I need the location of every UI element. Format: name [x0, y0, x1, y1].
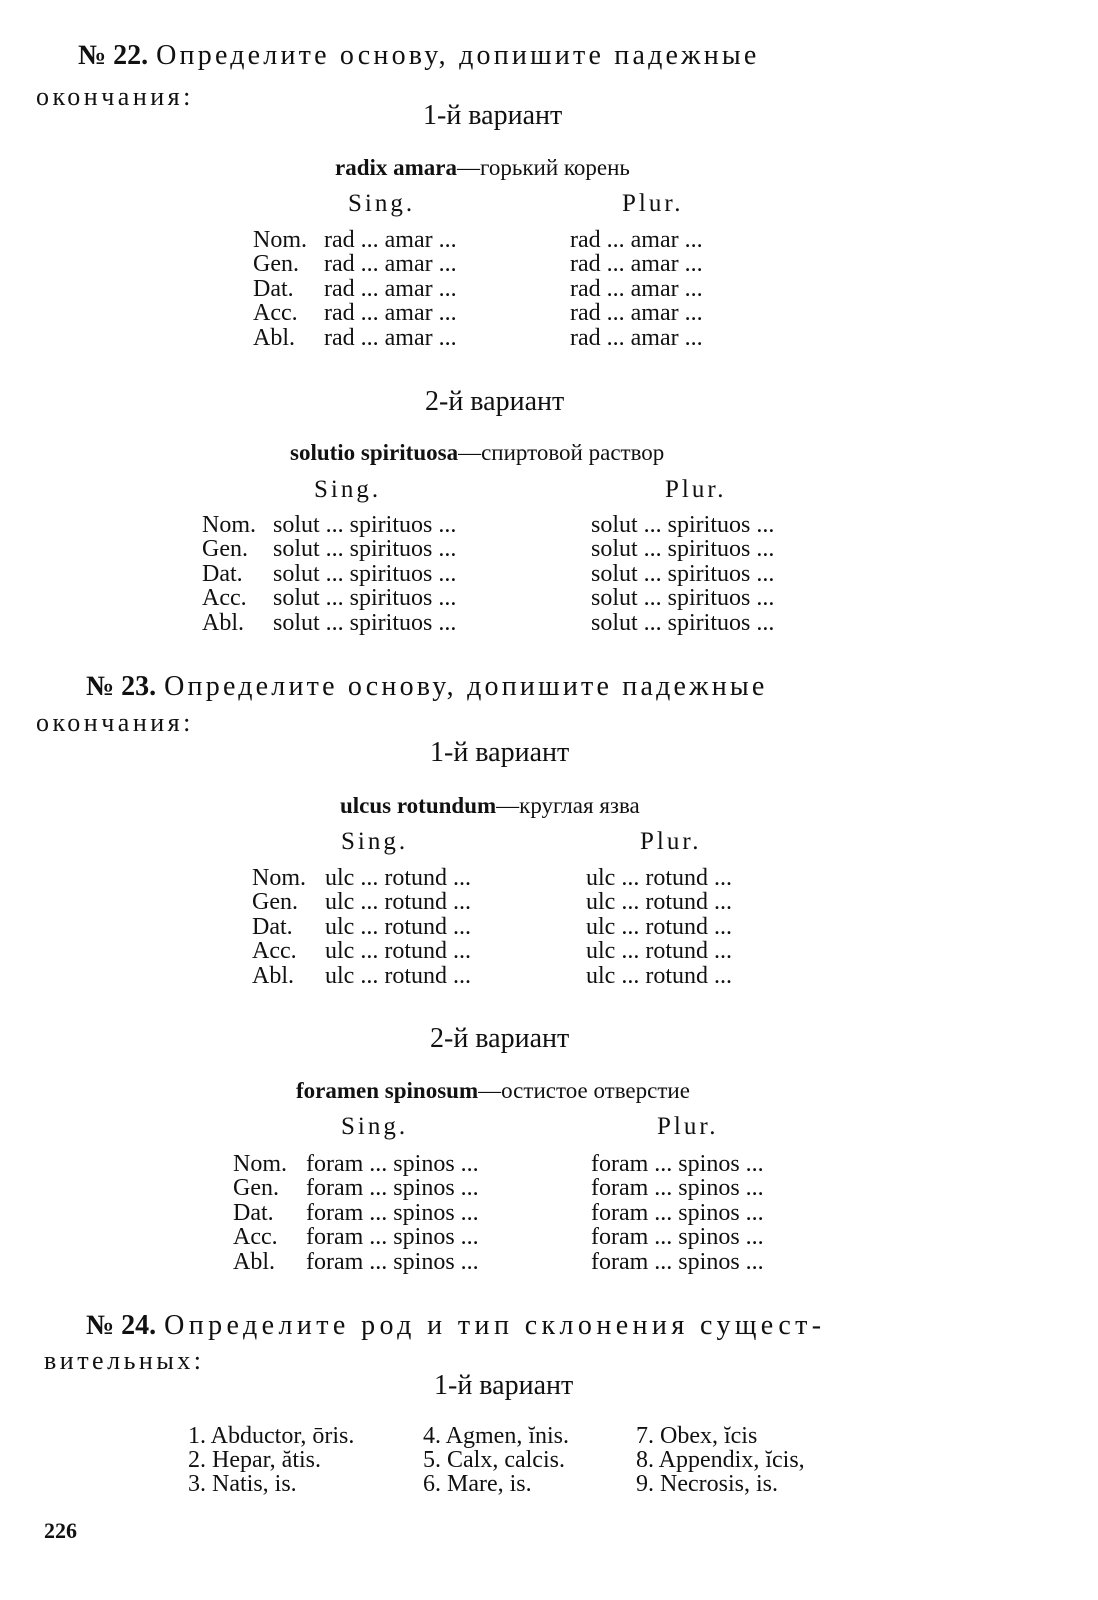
- plur-form: ulc ... rotund ...: [586, 938, 732, 965]
- exercise-24-title: Определите род и тип склонения сущест-: [164, 1310, 826, 1341]
- declension-row: [252, 915, 732, 939]
- exercise-22-title: Определите основу, допишите падежные: [156, 40, 760, 71]
- variant-label: 1-й вариант: [423, 100, 563, 131]
- exercise-23-heading: [86, 671, 768, 703]
- declension-row: [253, 228, 703, 252]
- declension-row: [252, 939, 732, 963]
- variant-label: 2-й вариант: [430, 1023, 570, 1054]
- case-label: Nom.: [233, 1151, 287, 1177]
- case-label: Gen.: [202, 536, 248, 563]
- declension-row: [202, 611, 774, 635]
- phrase: [290, 440, 664, 466]
- plur-form: foram ... spinos ...: [591, 1175, 764, 1202]
- declension-row: [233, 1250, 764, 1274]
- sing-form: rad ... amar ...: [324, 251, 457, 278]
- exercise-24-heading: [86, 1310, 826, 1342]
- declension-row: [253, 252, 703, 276]
- plur-form: rad ... amar ...: [570, 227, 703, 253]
- exercise-23-number: № 23.: [86, 671, 157, 702]
- sing-header: Sing.: [341, 1113, 409, 1140]
- exercise-22-number: № 22.: [78, 40, 149, 71]
- list-item: 4. Agmen, ĭnis.: [423, 1423, 570, 1449]
- declension-row: [252, 964, 732, 988]
- case-label: Dat.: [202, 560, 243, 587]
- phrase-russian: остистое отверстие: [501, 1078, 690, 1103]
- noun-list-col-2: [423, 1424, 569, 1496]
- declension-row: [202, 586, 774, 610]
- variant-label: 1-й вариант: [434, 1370, 574, 1401]
- exercise-24-number: № 24.: [86, 1310, 157, 1341]
- sing-form: foram ... spinos ...: [306, 1199, 479, 1226]
- sing-form: ulc ... rotund ...: [325, 865, 471, 891]
- plur-form: foram ... spinos ...: [591, 1224, 764, 1251]
- case-label: Nom.: [252, 865, 306, 891]
- case-label: Gen.: [253, 251, 299, 278]
- phrase: [296, 1078, 690, 1104]
- phrase-latin: radix amara: [335, 155, 458, 180]
- plur-form: rad ... amar ...: [570, 251, 703, 278]
- list-item: 8. Appendix, ĭcis,: [636, 1447, 805, 1473]
- plur-form: solut ... spirituos ...: [591, 560, 775, 587]
- case-label: Gen.: [233, 1175, 279, 1202]
- case-label: Abl.: [253, 324, 295, 351]
- phrase-dash: —: [457, 155, 481, 180]
- phrase-dash: —: [478, 1078, 502, 1103]
- plur-header: Plur.: [665, 476, 727, 503]
- phrase: [340, 793, 640, 819]
- declension-row: [233, 1201, 764, 1225]
- exercise-23-title: Определите основу, допишите падежные: [164, 671, 768, 702]
- list-item: 6. Mare, is.: [423, 1471, 532, 1497]
- sing-header: Sing.: [314, 476, 382, 503]
- sing-form: solut ... spirituos ...: [273, 536, 457, 563]
- plur-form: foram ... spinos ...: [591, 1151, 764, 1177]
- phrase-russian: спиртовой раствор: [481, 440, 665, 465]
- phrase-dash: —: [496, 793, 520, 818]
- sing-form: rad ... amar ...: [324, 324, 457, 351]
- plur-form: rad ... amar ...: [570, 324, 703, 351]
- case-label: Dat.: [253, 275, 294, 302]
- plur-header: Plur.: [640, 828, 702, 855]
- sing-header: Sing.: [341, 828, 409, 855]
- case-label: Acc.: [252, 938, 297, 965]
- plur-form: rad ... amar ...: [570, 275, 703, 302]
- case-label: Acc.: [202, 585, 247, 612]
- case-label: Dat.: [233, 1199, 274, 1226]
- sing-form: foram ... spinos ...: [306, 1175, 479, 1202]
- plur-form: ulc ... rotund ...: [586, 865, 732, 891]
- sing-form: ulc ... rotund ...: [325, 913, 471, 940]
- case-label: Gen.: [252, 889, 298, 916]
- sing-form: ulc ... rotund ...: [325, 889, 471, 916]
- variant-label: 2-й вариант: [425, 386, 565, 417]
- list-item: 3. Natis, is.: [188, 1471, 297, 1497]
- plur-form: ulc ... rotund ...: [586, 913, 732, 940]
- exercise-24-title-cont: вительных:: [44, 1346, 205, 1375]
- variant-label: 1-й вариант: [430, 737, 570, 768]
- case-label: Abl.: [202, 609, 244, 636]
- declension-row: [233, 1152, 764, 1176]
- noun-list-col-3: [636, 1424, 805, 1496]
- phrase-russian: горький корень: [480, 155, 630, 180]
- list-item: 5. Calx, calcis.: [423, 1447, 565, 1473]
- sing-form: solut ... spirituos ...: [273, 609, 457, 636]
- plur-form: foram ... spinos ...: [591, 1248, 764, 1275]
- exercise-23-title-cont: окончания:: [36, 708, 194, 737]
- case-label: Abl.: [252, 962, 294, 989]
- plur-form: ulc ... rotund ...: [586, 962, 732, 989]
- declension-table: [252, 866, 732, 988]
- sing-form: foram ... spinos ...: [306, 1248, 479, 1275]
- list-item: 2. Hepar, ătis.: [188, 1447, 321, 1473]
- plur-form: foram ... spinos ...: [591, 1199, 764, 1226]
- plur-header: Plur.: [657, 1113, 719, 1140]
- declension-table: [253, 228, 703, 350]
- declension-row: [202, 537, 774, 561]
- noun-list-col-1: [188, 1424, 354, 1496]
- case-label: Dat.: [252, 913, 293, 940]
- declension-row: [253, 277, 703, 301]
- case-label: Nom.: [253, 227, 307, 253]
- sing-form: foram ... spinos ...: [306, 1224, 479, 1251]
- sing-form: solut ... spirituos ...: [273, 585, 457, 612]
- plur-form: solut ... spirituos ...: [591, 512, 775, 538]
- phrase-latin: ulcus rotundum: [340, 793, 497, 818]
- sing-form: solut ... spirituos ...: [273, 560, 457, 587]
- plur-form: solut ... spirituos ...: [591, 585, 775, 612]
- list-item: 9. Necrosis, is.: [636, 1471, 778, 1497]
- plur-header: Plur.: [622, 190, 684, 217]
- case-label: Abl.: [233, 1248, 275, 1275]
- plur-form: rad ... amar ...: [570, 300, 703, 327]
- declension-row: [233, 1176, 764, 1200]
- list-item: 7. Obex, ĭcis: [636, 1423, 758, 1449]
- declension-row: [253, 326, 703, 350]
- case-label: Nom.: [202, 512, 256, 538]
- phrase-dash: —: [458, 440, 482, 465]
- declension-row: [202, 562, 774, 586]
- declension-table: [202, 513, 774, 635]
- plur-form: solut ... spirituos ...: [591, 609, 775, 636]
- case-label: Acc.: [253, 300, 298, 327]
- plur-form: solut ... spirituos ...: [591, 536, 775, 563]
- declension-row: [253, 301, 703, 325]
- declension-row: [233, 1225, 764, 1249]
- phrase-latin: solutio spirituosa: [290, 440, 459, 465]
- declension-row: [252, 890, 732, 914]
- sing-form: ulc ... rotund ...: [325, 962, 471, 989]
- sing-form: rad ... amar ...: [324, 300, 457, 327]
- declension-row: [252, 866, 732, 890]
- page-number: 226: [44, 1518, 77, 1543]
- sing-form: rad ... amar ...: [324, 227, 457, 253]
- phrase-latin: foramen spinosum: [296, 1078, 479, 1103]
- list-item: 1. Abductor, ōris.: [188, 1423, 355, 1449]
- sing-form: rad ... amar ...: [324, 275, 457, 302]
- exercise-22-title-cont: окончания:: [36, 82, 194, 111]
- case-label: Acc.: [233, 1224, 278, 1251]
- declension-table: [233, 1152, 764, 1274]
- plur-form: ulc ... rotund ...: [586, 889, 732, 916]
- sing-form: ulc ... rotund ...: [325, 938, 471, 965]
- exercise-22-heading: [78, 40, 760, 72]
- phrase-russian: круглая язва: [519, 793, 640, 818]
- sing-form: foram ... spinos ...: [306, 1151, 479, 1177]
- phrase: [335, 155, 630, 181]
- sing-header: Sing.: [348, 190, 416, 217]
- sing-form: solut ... spirituos ...: [273, 512, 457, 538]
- declension-row: [202, 513, 774, 537]
